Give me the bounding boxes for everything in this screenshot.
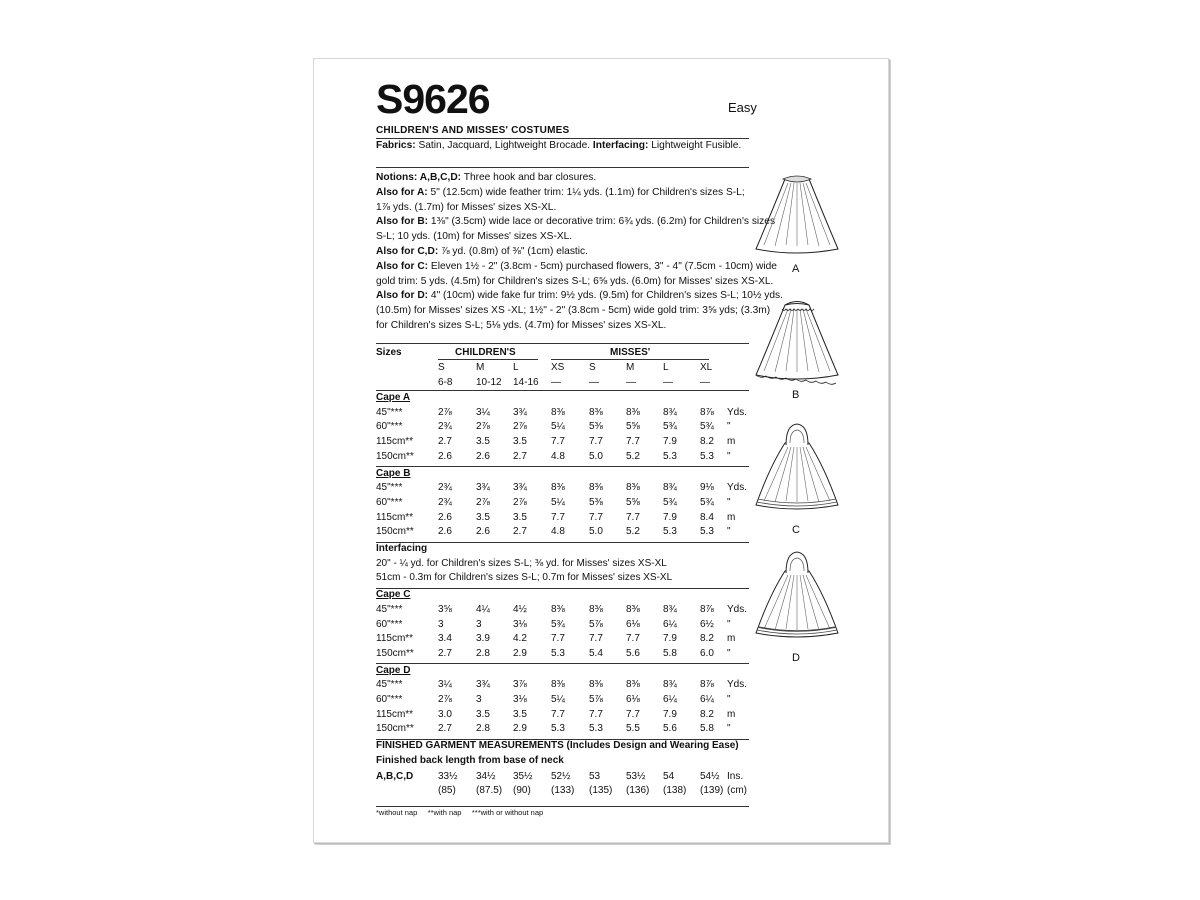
- unit: ": [727, 723, 731, 735]
- yardage-value: 3.0: [438, 708, 452, 720]
- size-range: 10-12: [476, 376, 502, 388]
- finished-inches: 53½: [626, 770, 646, 782]
- unit: ": [727, 647, 731, 659]
- unit: Yds.: [727, 679, 748, 691]
- yardage-value: 5.6: [626, 647, 640, 659]
- footnote: *without nap **with nap ***with or without nap: [376, 808, 544, 817]
- yardage-value: 3: [476, 618, 482, 630]
- yardage-value: 9⅛: [700, 482, 714, 494]
- yardage-value: 2.6: [438, 450, 452, 462]
- yardage-value: 2.7: [513, 526, 527, 538]
- unit: m: [727, 633, 736, 645]
- sizes-label: Sizes: [376, 347, 402, 358]
- size-range: —: [589, 376, 599, 388]
- fabric-width: 115cm**: [376, 633, 414, 645]
- yardage-value: 8⅜: [626, 482, 640, 494]
- divider: [376, 588, 749, 589]
- yardage-value: 2.9: [513, 723, 527, 735]
- yardage-value: 2⅞: [476, 421, 490, 433]
- figure-label: A: [792, 263, 800, 275]
- yardage-value: 8⅜: [551, 603, 565, 615]
- yardage-value: 8⅞: [700, 406, 714, 418]
- section-title: Cape D: [376, 664, 411, 676]
- finished-cm: (135): [589, 785, 613, 797]
- notion-line: Also for A: 5" (12.5cm) wide feather trim: 1¼ yds. (1.1m) for Children's sizes S-L;: [376, 186, 745, 198]
- notion-line: 1⅞ yds. (1.7m) for Misses' sizes XS-XL.: [376, 201, 557, 213]
- yardage-value: 8⅜: [551, 679, 565, 691]
- notion-line: (10.5m) for Misses' sizes XS -XL; 1½" - 2" (3.8cm - 5cm) wide gold trim: 3⅝ yds; (3.3m): [376, 305, 771, 317]
- yardage-value: 5.3: [551, 647, 565, 659]
- yardage-value: 2.7: [438, 436, 452, 448]
- fabric-width: 60"***: [376, 496, 403, 508]
- cape-figure-a: [752, 171, 842, 271]
- size-code: XL: [700, 362, 713, 373]
- size-code: S: [589, 362, 596, 373]
- yardage-value: 8⅜: [589, 406, 603, 418]
- yardage-value: 3.5: [476, 436, 490, 448]
- yardage-value: 7.9: [663, 511, 677, 523]
- notion-line: Also for D: 4" (10cm) wide fake fur trim: 9½ yds. (9.5m) for Children's sizes S-L; 10½ yds.: [376, 290, 783, 302]
- yardage-value: 2¾: [438, 496, 452, 508]
- yardage-value: 2.7: [438, 723, 452, 735]
- divider: [376, 542, 749, 543]
- yardage-value: 3⅝: [438, 603, 452, 615]
- fabric-width: 45"***: [376, 406, 403, 418]
- finished-inches: 35½: [513, 770, 533, 782]
- yardage-value: 5.3: [700, 450, 714, 462]
- fabric-width: 150cm**: [376, 450, 414, 462]
- cape-figure-b: [752, 297, 842, 397]
- unit: m: [727, 708, 736, 720]
- unit: Yds.: [727, 482, 748, 494]
- section-title: Cape C: [376, 589, 411, 601]
- divider: [376, 343, 749, 344]
- yardage-value: 2.9: [513, 647, 527, 659]
- finished-title: FINISHED GARMENT MEASUREMENTS (Includes Design and Wearing Ease): [376, 740, 739, 752]
- fabric-width: 45"***: [376, 679, 403, 691]
- yardage-value: 3¼: [476, 406, 490, 418]
- notions-block: [376, 171, 783, 334]
- yardage-value: 7.7: [551, 511, 565, 523]
- yardage-value: 4¼: [476, 603, 490, 615]
- finished-inches: 54½: [700, 770, 720, 782]
- finished-inches: 34½: [476, 770, 496, 782]
- yardage-value: 8⅜: [589, 679, 603, 691]
- size-code: S: [438, 362, 445, 373]
- yardage-value: 3⅛: [513, 694, 527, 705]
- unit: ": [727, 450, 731, 462]
- fabric-width: 150cm**: [376, 723, 414, 735]
- unit: ": [727, 526, 731, 538]
- unit: m: [727, 436, 736, 448]
- fabric-width: 60"***: [376, 421, 403, 433]
- unit: ": [727, 618, 731, 630]
- yardage-value: 6½: [700, 618, 714, 630]
- pattern-envelope-back: [313, 58, 889, 843]
- fabric-width: 150cm**: [376, 647, 414, 659]
- size-range: —: [551, 376, 561, 388]
- yardage-value: 5.3: [589, 723, 603, 735]
- notion-line: for Children's sizes S-L; 5⅛ yds. (4.7m) for Misses' sizes XS-XL.: [376, 319, 667, 331]
- children-underline: [438, 359, 538, 360]
- yardage-value: 8⅜: [626, 406, 640, 418]
- yardage-value: 5⅞: [589, 618, 603, 630]
- yardage-value: 3¼: [438, 679, 452, 691]
- yardage-value: 5.6: [663, 723, 677, 735]
- notion-line: gold trim: 5 yds. (4.5m) for Children's sizes S-L; 6⅝ yds. (6.0m) for Misses' sizes XS-XL.: [376, 275, 774, 287]
- yardage-value: 8.2: [700, 633, 714, 645]
- size-range: —: [626, 376, 636, 388]
- divider: [376, 167, 749, 168]
- notion-line: Notions: A,B,C,D: Three hook and bar closures.: [376, 172, 597, 183]
- size-range: —: [663, 376, 673, 388]
- yardage-value: 8¾: [663, 603, 677, 615]
- yardage-value: 2.7: [513, 450, 527, 462]
- yardage-value: 2⅞: [476, 496, 490, 508]
- yardage-value: 2.6: [476, 450, 490, 462]
- yardage-value: 2¾: [438, 482, 452, 494]
- yardage-value: 5¼: [551, 496, 565, 508]
- unit: ": [727, 421, 731, 433]
- size-range: 6-8: [438, 376, 453, 388]
- size-range: 14-16: [513, 376, 539, 388]
- yardage-value: 5¾: [700, 496, 714, 508]
- finished-inches: 33½: [438, 770, 458, 782]
- finished-inches: 54: [663, 770, 675, 782]
- yardage-value: 3¾: [513, 406, 527, 418]
- figure-label: B: [792, 389, 800, 401]
- unit: Yds.: [727, 603, 748, 615]
- divider: [376, 806, 749, 807]
- misses-underline: [551, 359, 709, 360]
- cape-figure-d: [752, 549, 842, 649]
- interfacing-title: Interfacing: [376, 543, 428, 554]
- yardage-value: 8.2: [700, 436, 714, 448]
- yardage-value: 5.3: [551, 723, 565, 735]
- yardage-value: 2⅞: [438, 406, 452, 418]
- yardage-value: 5.3: [663, 526, 677, 538]
- unit: m: [727, 511, 736, 523]
- finished-cm: (85): [438, 785, 456, 797]
- yardage-value: 3¾: [513, 482, 527, 494]
- yardage-value: 5⅝: [626, 496, 640, 508]
- yardage-value: 5.0: [589, 450, 603, 462]
- figure-label: C: [792, 524, 800, 536]
- yardage-value: 6¼: [663, 618, 677, 630]
- yardage-value: 2¾: [438, 421, 452, 433]
- pattern-number: S9626: [376, 76, 490, 122]
- yardage-value: 8¾: [663, 406, 677, 418]
- yardage-value: 8⅜: [626, 603, 640, 615]
- yardage-value: 8.2: [700, 708, 714, 720]
- yardage-value: 3¾: [476, 679, 490, 691]
- fabric-width: 45"***: [376, 482, 403, 494]
- size-code: XS: [551, 362, 565, 373]
- divider: [376, 390, 749, 391]
- yardage-value: 5.5: [626, 723, 640, 735]
- yardage-value: 5⅜: [589, 496, 603, 508]
- figure-label: D: [792, 652, 800, 664]
- yardage-value: 2.7: [438, 647, 452, 659]
- fabric-width: 115cm**: [376, 436, 414, 448]
- yardage-value: 7.7: [589, 708, 603, 720]
- yardage-value: 4.2: [513, 633, 527, 645]
- fabric-width: 150cm**: [376, 526, 414, 538]
- yardage-value: 5⅞: [589, 694, 603, 705]
- misses-label: MISSES': [610, 347, 651, 358]
- yardage-value: 5.4: [589, 647, 603, 659]
- size-code: M: [476, 362, 485, 373]
- yardage-value: 7.7: [626, 633, 640, 645]
- fabric-width: 45"***: [376, 603, 403, 615]
- yardage-value: 8⅜: [551, 482, 565, 494]
- fabric-width: 115cm**: [376, 708, 414, 720]
- yardage-value: 3: [476, 694, 482, 705]
- finished-subtitle: Finished back length from base of neck: [376, 754, 564, 766]
- size-code: M: [626, 362, 635, 373]
- yardage-value: 7.7: [626, 511, 640, 523]
- difficulty-level: Easy: [728, 100, 757, 115]
- size-code: L: [663, 362, 669, 373]
- yardage-value: 3.5: [513, 708, 527, 720]
- yardage-value: 7.7: [551, 708, 565, 720]
- yardage-value: 2⅞: [513, 496, 527, 508]
- yardage-value: 5⅜: [589, 421, 603, 433]
- yardage-value: 8¾: [663, 679, 677, 691]
- yardage-value: 3: [438, 618, 444, 630]
- unit: ": [727, 496, 731, 508]
- yardage-value: 3.5: [476, 708, 490, 720]
- yardage-value: 7.7: [589, 633, 603, 645]
- interfacing-line: 20" - ¼ yd. for Children's sizes S-L; ⅜ yd. for Misses' sizes XS-XL: [376, 557, 667, 569]
- pattern-title: CHILDREN'S AND MISSES' COSTUMES: [376, 125, 570, 136]
- finished-cm: (87.5): [476, 785, 503, 797]
- children-label: CHILDREN'S: [455, 347, 516, 358]
- yardage-value: 6⅛: [626, 694, 640, 705]
- yardage-value: 8⅜: [589, 482, 603, 494]
- finished-cm: (138): [663, 785, 687, 797]
- unit: Ins.: [727, 770, 744, 782]
- finished-label: A,B,C,D: [376, 770, 414, 782]
- yardage-value: 3.5: [513, 511, 527, 523]
- yardage-value: 2.6: [438, 526, 452, 538]
- yardage-value: 7.7: [551, 436, 565, 448]
- yardage-value: 5.2: [626, 526, 640, 538]
- yardage-value: 3.5: [476, 511, 490, 523]
- yardage-value: 4.8: [551, 526, 565, 538]
- yardage-value: 5¾: [663, 496, 677, 508]
- fabric-width: 115cm**: [376, 511, 414, 523]
- finished-cm: (139): [700, 785, 724, 797]
- yardage-value: 8¾: [663, 482, 677, 494]
- yardage-value: 5.3: [700, 526, 714, 538]
- notion-line: Also for C,D: ⅞ yd. (0.8m) of ⅜" (1cm) elastic.: [376, 245, 588, 257]
- yardage-value: 6.0: [700, 647, 714, 659]
- yardage-value: 2⅞: [513, 421, 527, 433]
- yardage-value: 7.9: [663, 633, 677, 645]
- yardage-value: 3.5: [513, 436, 527, 448]
- yardage-value: 5.8: [663, 647, 677, 659]
- yardage-value: 3⅛: [513, 618, 527, 630]
- yardage-value: 4½: [513, 603, 527, 615]
- yardage-value: 2.8: [476, 647, 490, 659]
- finished-inches: 53: [589, 770, 601, 782]
- yardage-value: 6¼: [700, 694, 714, 705]
- notion-line: S-L; 10 yds. (10m) for Misses' sizes XS-XL.: [376, 231, 573, 243]
- yardage-value: 2.6: [438, 511, 452, 523]
- interfacing-line: 51cm - 0.3m for Children's sizes S-L; 0.7m for Misses' sizes XS-XL: [376, 572, 673, 584]
- finished-cm: (133): [551, 785, 575, 797]
- yardage-value: 6¼: [663, 694, 677, 705]
- yardage-value: 8⅞: [700, 603, 714, 615]
- yardage-value: 7.7: [626, 436, 640, 448]
- unit: (cm): [727, 785, 747, 797]
- yardage-value: 3.9: [476, 633, 490, 645]
- size-code: L: [513, 362, 519, 373]
- yardage-value: 5.0: [589, 526, 603, 538]
- yardage-value: 8⅜: [589, 603, 603, 615]
- yardage-value: 2.8: [476, 723, 490, 735]
- notion-line: Also for C: Eleven 1½ - 2" (3.8cm - 5cm) purchased flowers, 3" - 4" (7.5cm - 10cm) wide: [376, 260, 777, 272]
- yardage-value: 3⅞: [513, 679, 527, 691]
- yardage-value: 8⅞: [700, 679, 714, 691]
- yardage-value: 5.8: [700, 723, 714, 735]
- yardage-value: 5⅝: [626, 421, 640, 433]
- yardage-value: 2.6: [476, 526, 490, 538]
- divider: [376, 663, 749, 664]
- yardage-value: 8.4: [700, 511, 714, 523]
- section-title: Cape A: [376, 392, 411, 403]
- yardage-value: 3.4: [438, 633, 452, 645]
- divider: [376, 466, 749, 467]
- yardage-value: 5¼: [551, 694, 565, 705]
- yardage-value: 7.9: [663, 708, 677, 720]
- yardage-value: 8⅜: [551, 406, 565, 418]
- yardage-value: 2⅞: [438, 694, 452, 705]
- finished-inches: 52½: [551, 770, 571, 782]
- size-range: —: [700, 376, 710, 388]
- notion-line: Also for B: 1⅜" (3.5cm) wide lace or decorative trim: 6¾ yds. (6.2m) for Children's sizes: [376, 216, 776, 228]
- fabrics-line: Fabrics: Satin, Jacquard, Lightweight Brocade. Interfacing: Lightweight Fusible.: [376, 140, 742, 151]
- yardage-value: 5¾: [551, 618, 565, 630]
- finished-cm: (136): [626, 785, 650, 797]
- section-title: Cape B: [376, 467, 411, 479]
- finished-cm: (90): [513, 785, 531, 797]
- yardage-value: 7.9: [663, 436, 677, 448]
- yardage-value: 7.7: [589, 436, 603, 448]
- unit: Yds.: [727, 406, 748, 418]
- yardage-value: 6⅛: [626, 618, 640, 630]
- yardage-value: 5.3: [663, 450, 677, 462]
- yardage-value: 7.7: [551, 633, 565, 645]
- yardage-value: 5.2: [626, 450, 640, 462]
- yardage-value: 5¾: [663, 421, 677, 433]
- fabric-width: 60"***: [376, 694, 403, 705]
- yardage-value: 3¾: [476, 482, 490, 494]
- yardage-value: 5¾: [700, 421, 714, 433]
- yardage-value: 4.8: [551, 450, 565, 462]
- fabric-width: 60"***: [376, 618, 403, 630]
- cape-figure-c: [752, 421, 842, 521]
- yardage-value: 5¼: [551, 421, 565, 433]
- unit: ": [727, 694, 731, 705]
- yardage-value: 7.7: [626, 708, 640, 720]
- yardage-value: 7.7: [589, 511, 603, 523]
- yardage-value: 8⅜: [626, 679, 640, 691]
